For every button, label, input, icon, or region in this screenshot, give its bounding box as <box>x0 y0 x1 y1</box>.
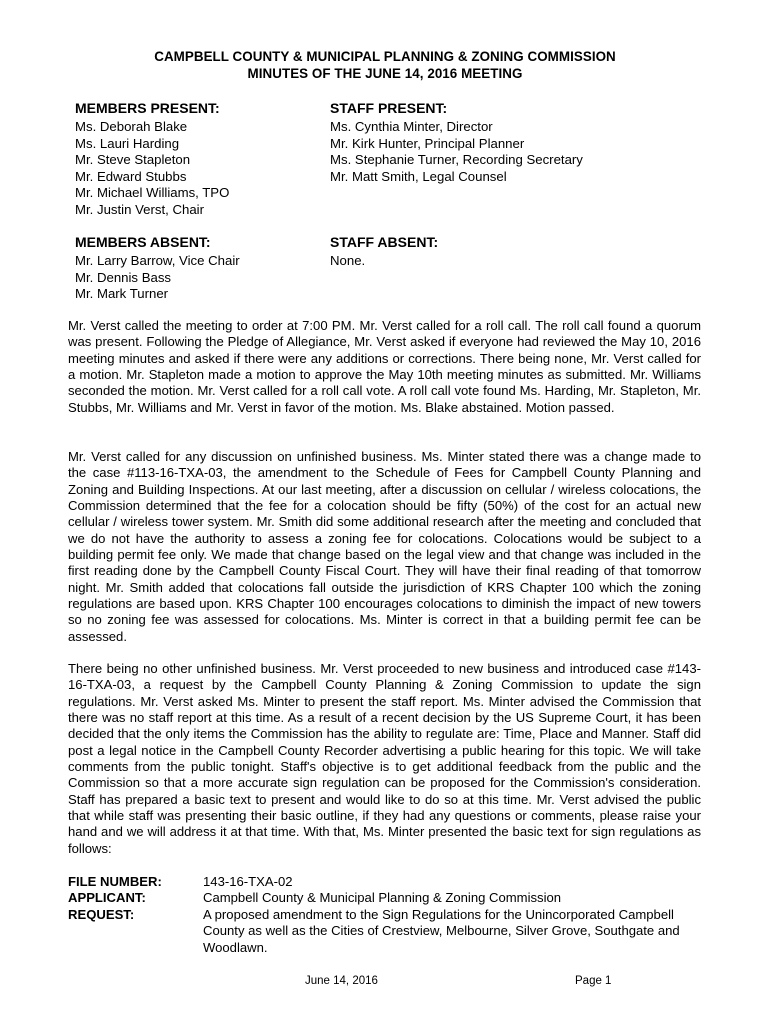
member-name: Mr. Steve Stapleton <box>75 152 191 167</box>
applicant-label: APPLICANT: <box>68 890 146 906</box>
request-label: REQUEST: <box>68 906 135 922</box>
file-number-value: 143-16-TXA-02 <box>203 874 293 889</box>
applicant-value: Campbell County & Municipal Planning & Zoning Commission <box>203 890 562 906</box>
file-number-label: FILE NUMBER: <box>68 874 162 889</box>
paragraph-unfinished-business: Mr. Verst called for any discussion on unfinished business. Ms. Minter stated there was a change made to the case #113-16-TXA-03, the amendment to the Schedule of Fees for Campbell County Planning and Zoning and Building Inspections. At our last meeting, after a discussion on cellular / wireless colocations, the Commission determined that the fee for a colocation should be fifty (50%) of the cost for an actual new cellular / wireless tower system. Mr. Smith did some additional research after the meeting and concluded that we do not have the authority to assess a zoning fee for colocations. Colocations would be subject to a building permit fee only. We made that change based on the legal view and that change was included in the first reading done by the Campbell County Fiscal Court. They will have their final reading of that tomorrow night. Mr. Smith added that colocations fall outside the jurisdiction of KRS Chapter 100 which the zoning regulations are based upon. KRS Chapter 100 encourages colocations to diminish the impact of new towers so no zoning fee was assessed for colocations. Ms. Minter is correct in that a building permit fee can be assessed. <box>68 449 701 644</box>
applicant-row <box>68 890 708 906</box>
member-name: Mr. Mark Turner <box>75 286 169 301</box>
document-subtitle: MINUTES OF THE JUNE 14, 2016 MEETING <box>247 66 523 81</box>
request-row <box>68 907 708 956</box>
member-name: Ms. Lauri Harding <box>75 135 180 151</box>
staff-name: Mr. Matt Smith, Legal Counsel <box>330 168 507 184</box>
footer-page-number: Page 1 <box>575 975 612 987</box>
members-absent-list <box>75 253 240 303</box>
staff-present-list <box>330 119 583 185</box>
staff-absent-heading: STAFF ABSENT: <box>330 234 439 250</box>
case-summary <box>68 874 708 956</box>
member-name: Mr. Justin Verst, Chair <box>75 201 204 217</box>
staff-absent-list <box>330 253 365 270</box>
staff-present-heading: STAFF PRESENT: <box>330 100 448 116</box>
paragraph-call-to-order: Mr. Verst called the meeting to order at 7:00 PM. Mr. Verst called for a roll call. The roll call found a quorum was present. Following the Pledge of Allegiance, Mr. Verst asked if everyone had reviewed the May 10, 2016 meeting minutes and asked if there were any additions or corrections. There being none, Mr. Verst called for a motion. Mr. Stapleton made a motion to approve the May 10th meeting minutes as submitted. Mr. Williams seconded the motion. Mr. Verst called for a roll call vote. A roll call vote found Ms. Harding, Mr. Stapleton, Mr. Stubbs, Mr. Williams and Mr. Verst in favor of the motion. Ms. Blake abstained. Motion passed. <box>68 318 701 415</box>
staff-name: None. <box>330 253 366 268</box>
member-name: Mr. Edward Stubbs <box>75 168 187 184</box>
staff-name: Ms. Cynthia Minter, Director <box>330 119 493 134</box>
request-value: A proposed amendment to the Sign Regulations for the Unincorporated Campbell County as well as the Cities of Crestview, Melbourne, Silver Grove, Southgate and Woodlawn. <box>203 906 680 955</box>
footer-date: June 14, 2016 <box>305 975 378 987</box>
members-present-heading: MEMBERS PRESENT: <box>75 100 220 116</box>
member-name: Mr. Dennis Bass <box>75 269 172 285</box>
paragraph-new-business: There being no other unfinished business. Mr. Verst proceeded to new business and introduced case #143-16-TXA-03, a request by the Campbell County Planning & Zoning Commission to update the sign regulations. Mr. Verst asked Ms. Minter to present the staff report. Ms. Minter advised the Commission that there was no staff report at this time. As a result of a recent decision by the US Supreme Court, it has been decided that the only items the Commission has the ability to regulate are: Time, Place and Manner. Staff did post a legal notice in the Campbell County Recorder advertising a public hearing for this topic. We will take comments from the public tonight. Staff's objective is to get additional feedback from the public and the Commission so that a more accurate sign regulation can be proposed for the Commission's consideration. Staff has prepared a basic text to present and would like to do so at this time. Mr. Verst advised the public that while staff was presenting their basic outline, if they had any questions or comments, please raise your hand and we will address it at that time. With that, Ms. Minter presented the basic text for sign regulations as follows: <box>68 661 701 856</box>
member-name: Mr. Michael Williams, TPO <box>75 185 230 200</box>
member-name: Mr. Larry Barrow, Vice Chair <box>75 253 240 268</box>
members-absent-heading: MEMBERS ABSENT: <box>75 234 211 250</box>
staff-name: Ms. Stephanie Turner, Recording Secretary <box>330 152 583 167</box>
members-present-list <box>75 119 229 218</box>
staff-name: Mr. Kirk Hunter, Principal Planner <box>330 135 525 151</box>
member-name: Ms. Deborah Blake <box>75 119 188 134</box>
document-title: CAMPBELL COUNTY & MUNICIPAL PLANNING & ZONING COMMISSION <box>154 49 616 64</box>
file-number-row <box>68 874 708 890</box>
